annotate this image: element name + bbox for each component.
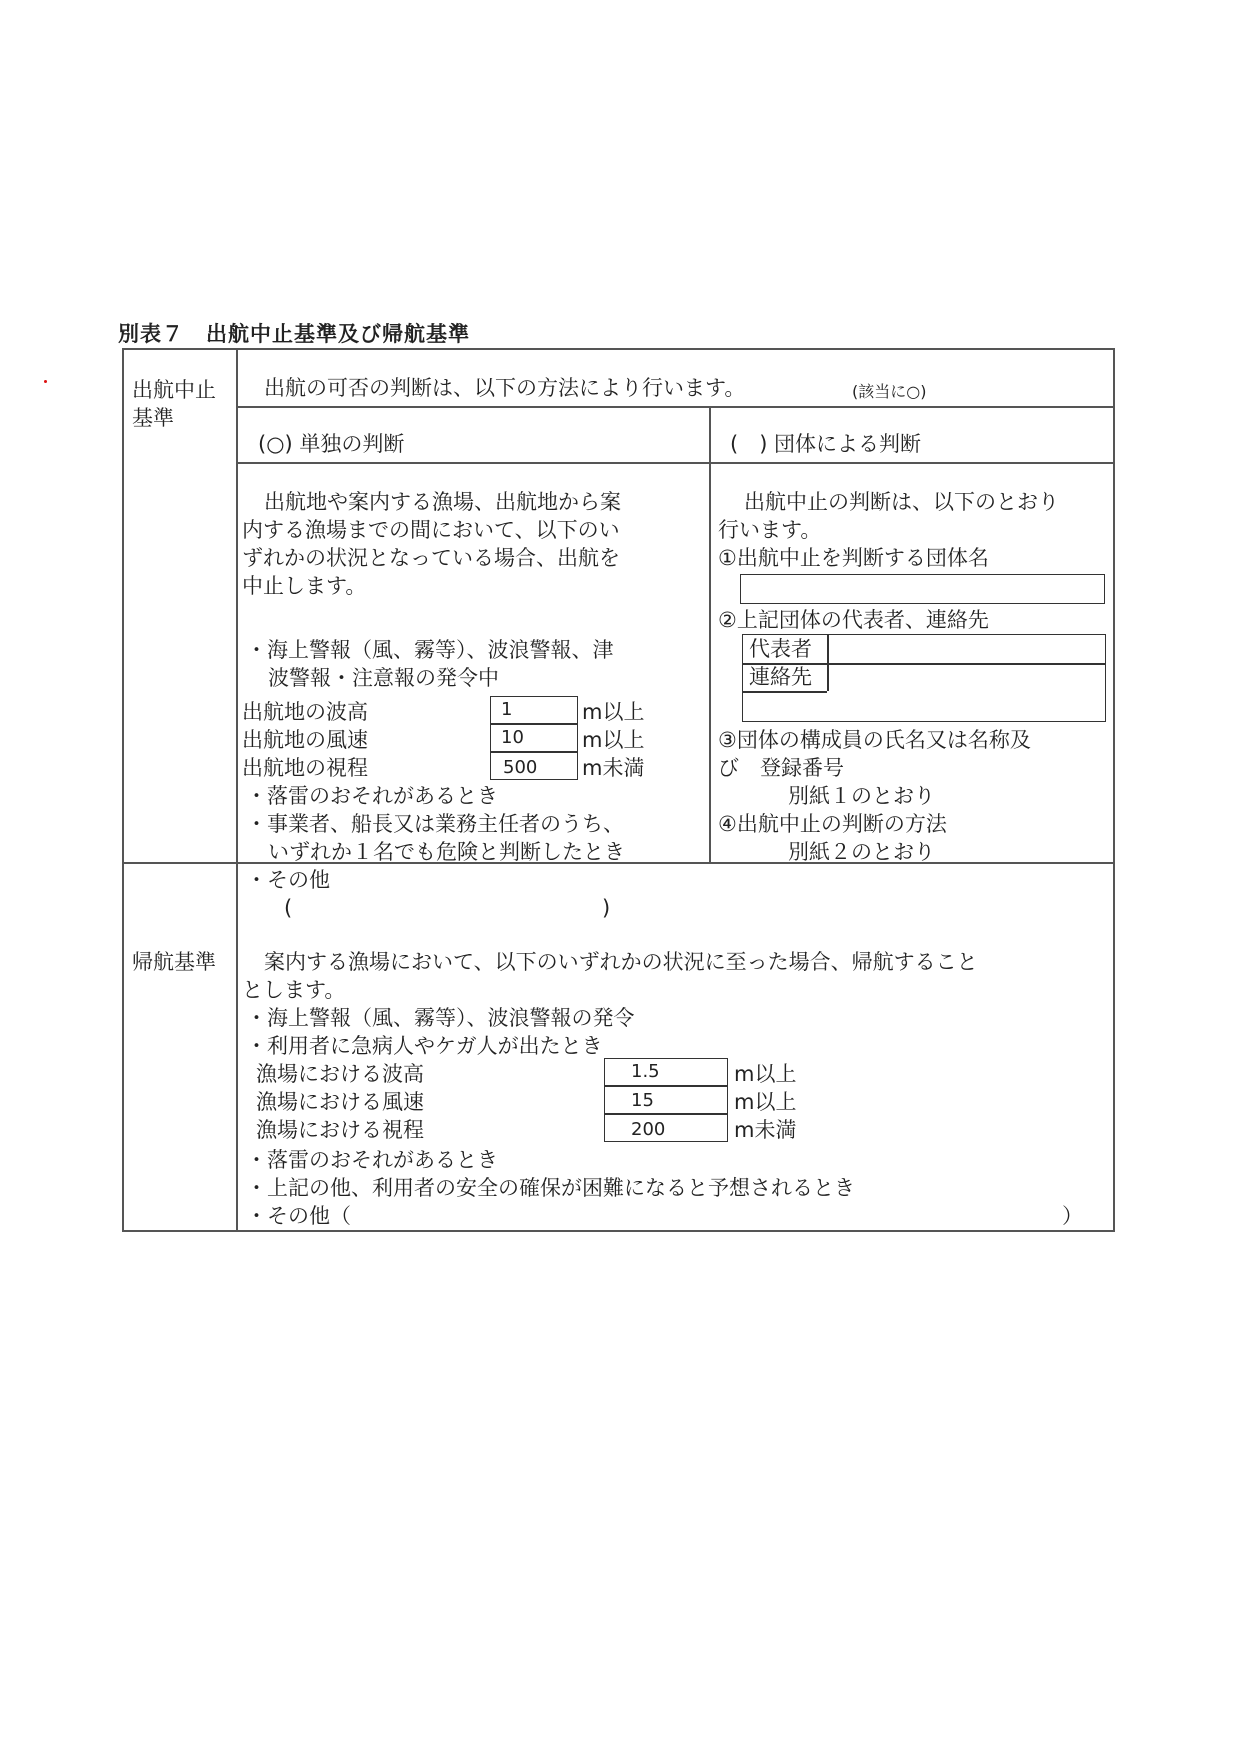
return-illness: ・利用者に急病人やケガ人が出たとき bbox=[246, 1034, 603, 1058]
group-item4-note: 別紙２のとおり bbox=[788, 840, 935, 864]
independent-other-paren-close: ) bbox=[602, 896, 611, 920]
independent-warning-1: ・海上警報（風、霧等）、波浪警報、津 bbox=[246, 638, 614, 662]
independent-other-paren-open: ( bbox=[284, 896, 293, 920]
independent-other: ・その他 bbox=[246, 868, 330, 892]
group-item3-1: ③団体の構成員の氏名又は名称及 bbox=[718, 728, 1031, 752]
independent-body-1: 出航地や案内する漁場、出航地から案 bbox=[264, 490, 621, 514]
independent-operator-1: ・事業者、船長又は業務主任者のうち、 bbox=[246, 812, 624, 836]
independent-body-3: ずれかの状況となっている場合、出航を bbox=[242, 546, 620, 570]
fishing-wave-label: 漁場における波高 bbox=[256, 1062, 424, 1086]
group-body-1: 出航中止の判断は、以下のとおり bbox=[744, 490, 1059, 514]
header-divider bbox=[236, 462, 1115, 464]
label-column-divider bbox=[236, 350, 238, 1230]
representative-label: 代表者 bbox=[749, 637, 812, 661]
independent-operator-2: いずれか１名でも危険と判断したとき bbox=[268, 840, 625, 864]
departure-wave-label: 出航地の波高 bbox=[242, 700, 368, 724]
group-item2: ②上記団体の代表者、連絡先 bbox=[718, 608, 989, 632]
cancel-intro-note: (該当に○) bbox=[852, 382, 927, 401]
contact-label: 連絡先 bbox=[749, 665, 812, 689]
return-safety: ・上記の他、利用者の安全の確保が困難になると予想されるとき bbox=[246, 1176, 855, 1200]
departure-wind-unit: m以上 bbox=[582, 728, 645, 752]
cancel-row-label-1: 出航中止 bbox=[132, 378, 216, 402]
criteria-table bbox=[122, 348, 1115, 1232]
group-item1: ①出航中止を判断する団体名 bbox=[718, 546, 989, 570]
departure-wave-unit: m以上 bbox=[582, 700, 645, 724]
departure-wind-value: 10 bbox=[501, 727, 524, 748]
group-representative-box bbox=[742, 634, 1106, 722]
independent-warning-2: 波警報・注意報の発令中 bbox=[268, 666, 499, 690]
fishing-wind-value: 15 bbox=[631, 1090, 654, 1111]
cancel-intro: 出航の可否の判断は、以下の方法により行います。 bbox=[264, 376, 746, 400]
cancel-row-label-2: 基準 bbox=[132, 406, 174, 430]
intro-divider bbox=[236, 406, 1115, 408]
return-lightning: ・落雷のおそれがあるとき bbox=[246, 1148, 498, 1172]
group-item3-2: び 登録番号 bbox=[718, 756, 844, 780]
stray-mark bbox=[44, 380, 47, 383]
departure-wave-value: 1 bbox=[501, 699, 513, 720]
method-column-divider bbox=[709, 406, 711, 862]
return-warning: ・海上警報（風、霧等）、波浪警報の発令 bbox=[246, 1006, 635, 1030]
fishing-visibility-value: 200 bbox=[631, 1119, 666, 1140]
group-item3-note: 別紙１のとおり bbox=[788, 784, 935, 808]
independent-body-4: 中止します。 bbox=[242, 574, 367, 598]
document-title: 別表７ 出航中止基準及び帰航基準 bbox=[118, 322, 470, 346]
fishing-wave-value: 1.5 bbox=[631, 1061, 660, 1082]
departure-wind-field bbox=[490, 724, 578, 752]
return-body-1: 案内する漁場において、以下のいずれかの状況に至った場合、帰航すること bbox=[264, 950, 978, 974]
group-header: ( ) 団体による判断 bbox=[730, 432, 922, 456]
independent-body-2: 内する漁場までの間において、以下のい bbox=[242, 518, 620, 542]
fishing-visibility-field bbox=[604, 1114, 728, 1142]
fishing-visibility-label: 漁場における視程 bbox=[256, 1118, 424, 1142]
departure-visibility-value: 500 bbox=[503, 757, 538, 778]
departure-visibility-field bbox=[490, 752, 578, 780]
group-name-field bbox=[740, 574, 1105, 604]
group-body-2: 行います。 bbox=[718, 518, 822, 542]
return-other-close: ） bbox=[1062, 1204, 1083, 1228]
fishing-wind-unit: m以上 bbox=[734, 1090, 797, 1114]
return-row-label: 帰航基準 bbox=[132, 950, 216, 974]
departure-visibility-unit: m未満 bbox=[582, 756, 645, 780]
fishing-wave-unit: m以上 bbox=[734, 1062, 797, 1086]
group-item4: ④出航中止の判断の方法 bbox=[718, 812, 947, 836]
independent-header: (○) 単独の判断 bbox=[258, 432, 405, 456]
departure-wind-label: 出航地の風速 bbox=[242, 728, 368, 752]
departure-wave-field bbox=[490, 696, 578, 724]
fishing-visibility-unit: m未満 bbox=[734, 1118, 797, 1142]
return-body-2: とします。 bbox=[242, 978, 346, 1002]
departure-visibility-label: 出航地の視程 bbox=[242, 756, 368, 780]
fishing-wind-label: 漁場における風速 bbox=[256, 1090, 424, 1114]
return-other: ・その他（ bbox=[246, 1204, 351, 1228]
independent-lightning: ・落雷のおそれがあるとき bbox=[246, 784, 498, 808]
fishing-wind-field bbox=[604, 1086, 728, 1114]
fishing-wave-field bbox=[604, 1058, 728, 1086]
